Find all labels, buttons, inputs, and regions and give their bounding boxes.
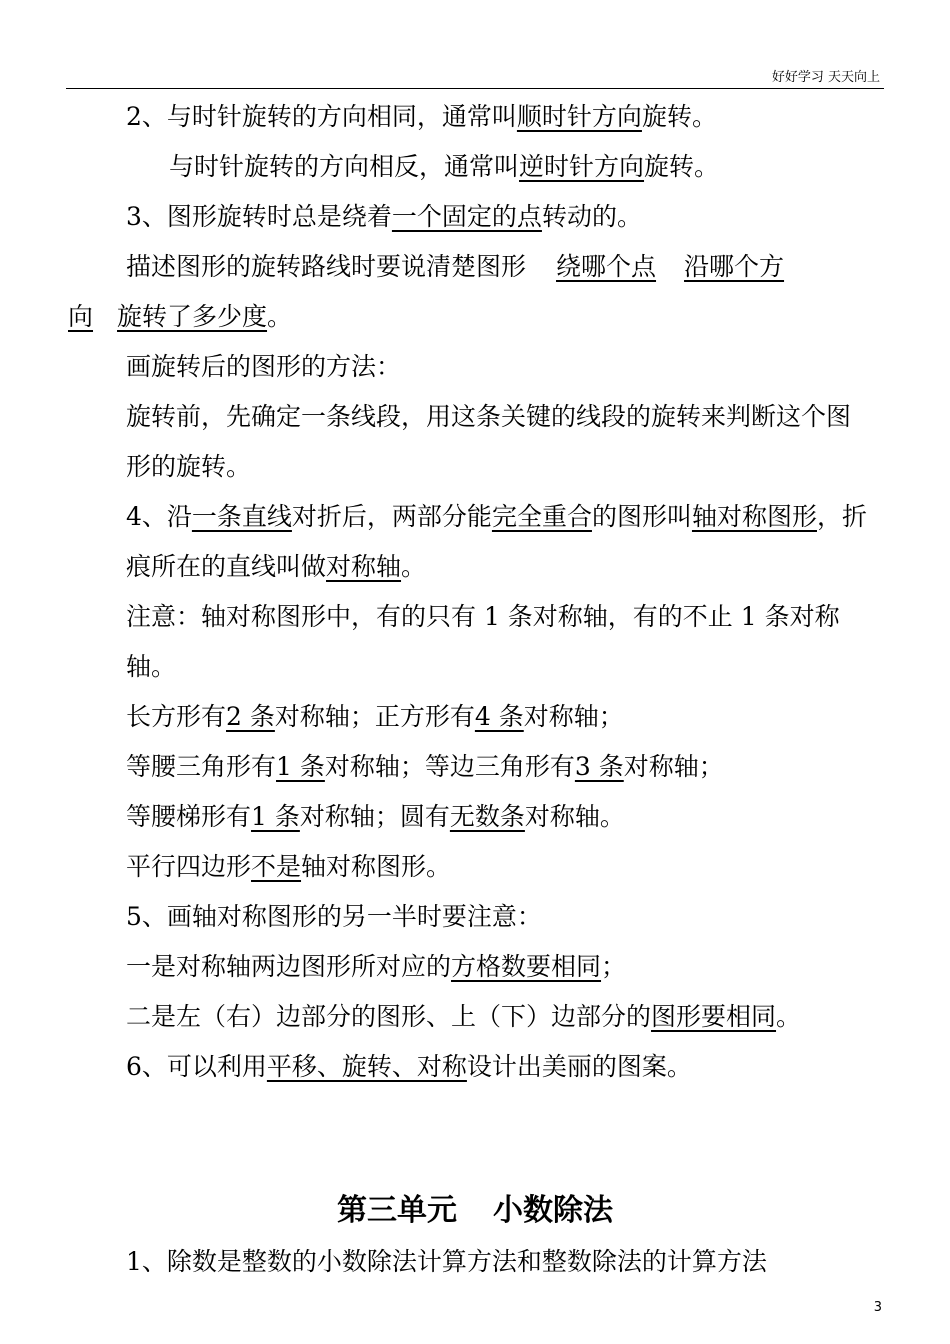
text: 长方形有 bbox=[126, 702, 227, 731]
document-body bbox=[68, 92, 874, 1092]
text: 旋转。 bbox=[644, 152, 720, 181]
text: 对称轴；圆有 bbox=[299, 802, 450, 831]
answer-counterclockwise: 逆时针方向 bbox=[519, 152, 645, 181]
para-rotation-point bbox=[68, 192, 874, 242]
para-clockwise bbox=[68, 92, 874, 142]
answer-coincide: 完全重合 bbox=[491, 502, 592, 531]
answer-square-axes: 4 条 bbox=[474, 702, 524, 731]
answer-straight-line: 一条直线 bbox=[191, 502, 292, 531]
section-title-topic: 小数除法 bbox=[493, 1193, 613, 1228]
answer-symmetry-axis: 对称轴 bbox=[326, 552, 402, 581]
text: 对称轴。 bbox=[524, 802, 625, 831]
answer-circle-axes: 无数条 bbox=[449, 802, 525, 831]
para-drawing-method: 画旋转后的图形的方法： bbox=[126, 352, 402, 381]
text: 。 bbox=[267, 302, 293, 331]
header-divider bbox=[66, 88, 884, 89]
answer-rectangle-axes: 2 条 bbox=[226, 702, 275, 731]
para-draw-other-half: 5、画轴对称图形的另一半时要注意： bbox=[126, 902, 542, 931]
text: 2、与时针旋转的方向相同，通常叫 bbox=[126, 102, 517, 131]
answer-grid-same: 方格数要相同 bbox=[451, 952, 602, 981]
answer-isosceles-axes: 1 条 bbox=[276, 752, 325, 781]
para-note: 注意：轴对称图形中，有的只有 1 条对称轴，有的不止 1 条对称轴。 bbox=[126, 602, 840, 681]
para-trapezoid-circle bbox=[68, 792, 874, 842]
text: 4、沿 bbox=[126, 502, 192, 531]
para-triangles bbox=[68, 742, 874, 792]
text: 一是对称轴两边图形所对应的 bbox=[126, 952, 452, 981]
text: 描述图形的旋转路线时要说清楚图形 bbox=[126, 252, 527, 281]
para-axis-symmetry bbox=[68, 492, 874, 592]
text: 的图形叫 bbox=[591, 502, 692, 531]
page-number: 3 bbox=[873, 1300, 882, 1315]
text: ； bbox=[601, 952, 627, 981]
text: 二是左（右）边部分的图形、上（下）边部分的 bbox=[126, 1002, 652, 1031]
answer-not: 不是 bbox=[251, 852, 302, 881]
text: 对称轴；等边三角形有 bbox=[324, 752, 575, 781]
text: 旋转。 bbox=[641, 102, 717, 131]
answer-which-point: 绕哪个点 bbox=[556, 252, 657, 281]
para-key-segment: 旋转前，先确定一条线段，用这条关键的线段的旋转来判断这个图形的旋转。 bbox=[126, 402, 852, 481]
answer-trapezoid-axes: 1 条 bbox=[251, 802, 300, 831]
text: 对折后，两部分能 bbox=[291, 502, 492, 531]
para-describe-rotation-cont bbox=[68, 292, 874, 342]
para-counterclockwise bbox=[68, 142, 874, 192]
text: 等腰三角形有 bbox=[126, 752, 277, 781]
text: 对称轴；正方形有 bbox=[274, 702, 475, 731]
text: 3、图形旋转时总是绕着 bbox=[126, 202, 392, 231]
text: ，折痕所在的直线叫做 bbox=[126, 502, 867, 581]
para-rule-two bbox=[68, 992, 874, 1042]
para-rectangle-square bbox=[68, 692, 874, 742]
text: 6、可以利用 bbox=[126, 1052, 267, 1081]
text: 设计出美丽的图案。 bbox=[466, 1052, 692, 1081]
text: 对称轴； bbox=[623, 752, 724, 781]
answer-which-direction: 沿哪个方 bbox=[684, 252, 785, 281]
answer-clockwise: 顺时针方向 bbox=[516, 102, 642, 131]
answer-transformations: 平移、旋转、对称 bbox=[266, 1052, 467, 1081]
para-decimal-division: 1、除数是整数的小数除法计算方法和整数除法的计算方法 bbox=[126, 1247, 767, 1276]
para-rule-one bbox=[68, 942, 874, 992]
text: 。 bbox=[776, 1002, 802, 1031]
para-describe-rotation bbox=[68, 242, 874, 292]
answer-figure-same: 图形要相同 bbox=[651, 1002, 777, 1031]
text: 平行四边形 bbox=[126, 852, 252, 881]
para-parallelogram bbox=[68, 842, 874, 892]
answer-fixed-point: 一个固定的点 bbox=[391, 202, 542, 231]
section-title-unit: 第三单元 bbox=[337, 1193, 457, 1228]
answer-equilateral-axes: 3 条 bbox=[574, 752, 624, 781]
para-design bbox=[68, 1042, 874, 1092]
text: 。 bbox=[401, 552, 427, 581]
page-header: 好好学习 天天向上 bbox=[771, 70, 880, 85]
text: 轴对称图形。 bbox=[301, 852, 452, 881]
answer-symmetric-figure: 轴对称图形 bbox=[691, 502, 817, 531]
answer-degrees: 旋转了多少度 bbox=[117, 302, 268, 331]
text: 转动的。 bbox=[541, 202, 642, 231]
text: 与时针旋转的方向相反，通常叫 bbox=[169, 152, 520, 181]
text: 对称轴； bbox=[523, 702, 624, 731]
section-title bbox=[0, 1186, 950, 1236]
text: 等腰梯形有 bbox=[126, 802, 252, 831]
answer-which-direction-end: 向 bbox=[68, 302, 94, 331]
